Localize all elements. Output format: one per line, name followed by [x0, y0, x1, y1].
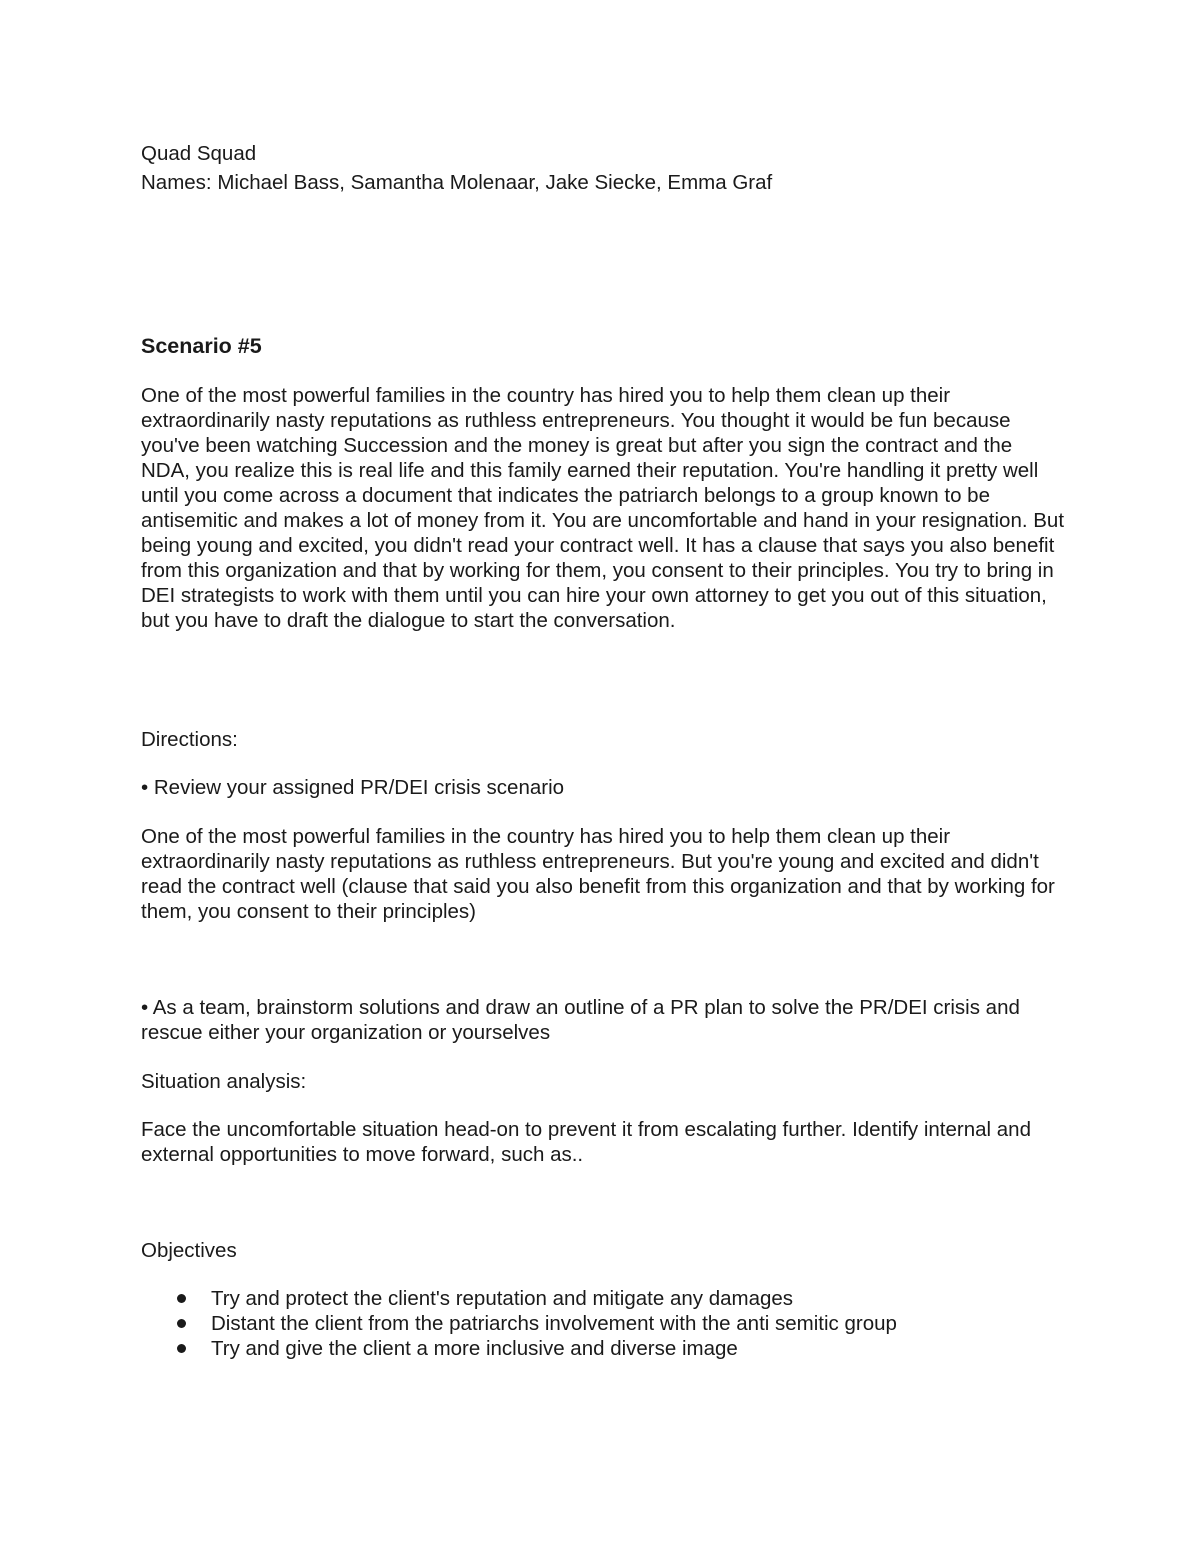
- objective-text: Distant the client from the patriarchs involvement with the anti semitic group: [211, 1312, 897, 1335]
- directions-label: Directions:: [141, 728, 238, 751]
- objective-item: [141, 1311, 1071, 1336]
- objective-item: [141, 1336, 1071, 1361]
- bullet-icon: [177, 1294, 186, 1303]
- bullet-icon: [177, 1344, 186, 1353]
- team-name: Quad Squad: [141, 142, 257, 165]
- directions-bullet-2: • As a team, brainstorm solutions and draw an outline of a PR plan to solve the PR/DEI crisis and rescue either your organization or yourselves: [141, 996, 1020, 1044]
- bullet-icon: [177, 1319, 186, 1328]
- scenario-title: Scenario #5: [141, 334, 262, 358]
- situation-body: Face the uncomfortable situation head-on to prevent it from escalating further. Identify internal and external opportunities to move forward, such as..: [141, 1118, 1031, 1166]
- scenario-body: One of the most powerful families in the country has hired you to help them clean up their extraordinarily nasty reputations as ruthless entrepreneurs. You thought it would be fun because you've been watching Succession and the money is great but after you sign the contract and the NDA, you realize this is real life and this family earned their reputation. You're handling it pretty well until you come across a document that indicates the patriarch belongs to a group known to be antisemitic and makes a lot of money from it. You are uncomfortable and hand in your resignation. But being young and excited, you didn't read your contract well. It has a clause that says you also benefit from this organization and that by working for them, you consent to their principles. You try to bring in DEI strategists to work with them until you can hire your own attorney to get you out of this situation, but you have to draft the dialogue to start the conversation.: [141, 384, 1065, 632]
- objective-text: Try and give the client a more inclusive and diverse image: [211, 1337, 738, 1360]
- team-members: Names: Michael Bass, Samantha Molenaar, Jake Siecke, Emma Graf: [141, 171, 773, 194]
- objectives-label: Objectives: [141, 1239, 237, 1262]
- objective-text: Try and protect the client's reputation and mitigate any damages: [211, 1287, 794, 1310]
- directions-bullet-1: • Review your assigned PR/DEI crisis scenario: [141, 776, 565, 799]
- situation-label: Situation analysis:: [141, 1070, 307, 1093]
- objectives-list: [141, 1286, 1071, 1361]
- directions-summary: One of the most powerful families in the country has hired you to help them clean up their extraordinarily nasty reputations as ruthless entrepreneurs. But you're young and excited and didn't read the contract well (clause that said you also benefit from this organization and that by working for them, you consent to their principles): [141, 825, 1055, 923]
- objective-item: [141, 1286, 1071, 1311]
